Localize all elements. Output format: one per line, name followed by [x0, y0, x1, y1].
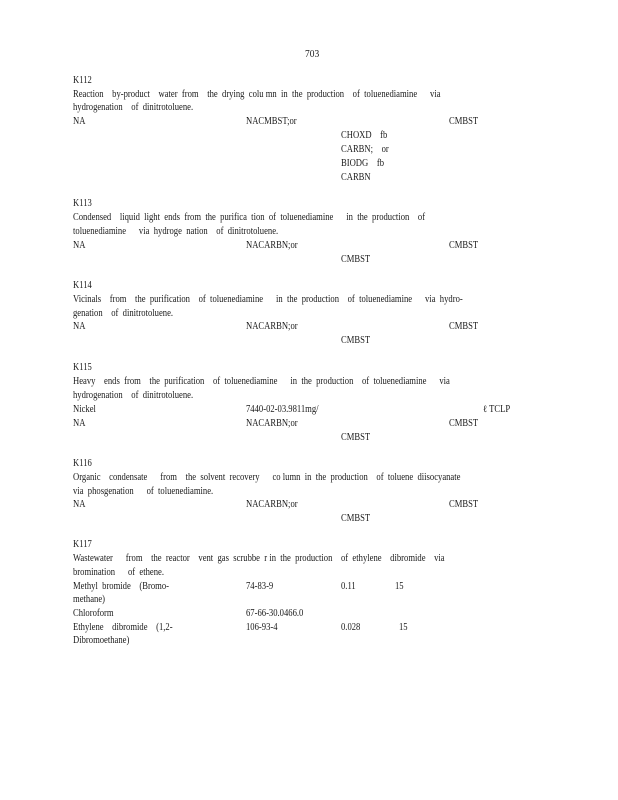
k115-description-line-2: hydrogenation of dinitrotoluene. — [73, 390, 194, 401]
k115-cas-and-concentration: 7440-02-03.9811mg/ — [246, 404, 319, 415]
k114-treatment-wastewater: NACARBN;or — [246, 321, 298, 332]
k114-constituent: NA — [73, 321, 86, 332]
waste-code-k114: K114 — [73, 280, 92, 291]
k117-description-line-1: Wastewater from the reactor vent gas scrubbe r in the production of ethylene dibromide via — [73, 553, 445, 564]
k115-treatment-wastewater: NACARBN;or — [246, 418, 298, 429]
k113-description-line-1: Condensed liquid light ends from the purifica tion of toluenediamine in the production of — [73, 212, 426, 223]
waste-code-k112: K112 — [73, 75, 92, 86]
k114-description-line-1: Vicinals from the purification of toluenediamine in the production of toluenediamine via hydro- — [73, 294, 463, 305]
k116-treatment-nonwastewater: CMBST — [449, 499, 479, 510]
k116-description-line-1: Organic condensate from the solvent recovery co lumn in the production of toluene diisocyanate — [73, 472, 461, 483]
k117-constituent: Chloroform — [73, 608, 114, 619]
k112-treatment-line: CHOXD fb — [341, 130, 388, 141]
k117-nonwastewater-concentration: 15 — [399, 622, 408, 633]
k112-treatment-line: CARBN; or — [341, 144, 389, 155]
k113-treatment-nonwastewater: CMBST — [449, 240, 479, 251]
k117-constituent-continued: methane) — [73, 594, 105, 605]
k113-treatment-wastewater: NACARBN;or — [246, 240, 298, 251]
k117-constituent-continued: Dibromoethane) — [73, 635, 130, 646]
k115-units: ℓ TCLP — [483, 404, 511, 415]
k113-description-line-2: toluenediamine via hydroge nation of dinitrotoluene. — [73, 226, 279, 237]
waste-code-k116: K116 — [73, 458, 92, 469]
k117-constituent: Ethylene dibromide (1,2- — [73, 622, 173, 633]
k116-description-line-2: via phosgenation of toluenediamine. — [73, 486, 214, 497]
waste-code-k113: K113 — [73, 198, 92, 209]
k117-constituent: Methyl bromide (Bromo- — [73, 581, 170, 592]
k117-cas-and-concentration: 67-66-30.0466.0 — [246, 608, 304, 619]
k114-treatment-line: CMBST — [341, 335, 371, 346]
k116-constituent: NA — [73, 499, 86, 510]
k112-description-line-1: Reaction by-product water from the drying colu mn in the production of toluenediamine via — [73, 89, 441, 100]
k115-treatment-line: CMBST — [341, 432, 371, 443]
k115-constituent: Nickel — [73, 404, 96, 415]
k112-treatment-nonwastewater: CMBST — [449, 116, 479, 127]
k112-description-line-2: hydrogenation of dinitrotoluene. — [73, 102, 194, 113]
k112-constituent: NA — [73, 116, 86, 127]
k112-treatment-wastewater: NACMBST;or — [246, 116, 297, 127]
k117-cas-number: 74-83-9 — [246, 581, 274, 592]
k117-wastewater-concentration: 0.11 — [341, 581, 356, 592]
k113-treatment-line: CMBST — [341, 254, 371, 265]
k117-wastewater-concentration: 0.028 — [341, 622, 361, 633]
k116-treatment-line: CMBST — [341, 513, 371, 524]
k113-constituent: NA — [73, 240, 86, 251]
waste-code-k115: K115 — [73, 362, 92, 373]
k117-description-line-2: bromination of ethene. — [73, 567, 164, 578]
k114-description-line-2: genation of dinitrotoluene. — [73, 308, 174, 319]
k112-treatment-line: BIODG fb — [341, 158, 384, 169]
k117-cas-number: 106-93-4 — [246, 622, 278, 633]
k112-treatment-line: CARBN — [341, 172, 371, 183]
k115-description-line-1: Heavy ends from the purification of toluenediamine in the production of toluenediamine via — [73, 376, 450, 387]
page-number: 703 — [305, 48, 320, 60]
k115-constituent: NA — [73, 418, 86, 429]
k115-treatment-nonwastewater: CMBST — [449, 418, 479, 429]
waste-code-k117: K117 — [73, 539, 92, 550]
k116-treatment-wastewater: NACARBN;or — [246, 499, 298, 510]
k117-nonwastewater-concentration: 15 — [395, 581, 404, 592]
k114-treatment-nonwastewater: CMBST — [449, 321, 479, 332]
